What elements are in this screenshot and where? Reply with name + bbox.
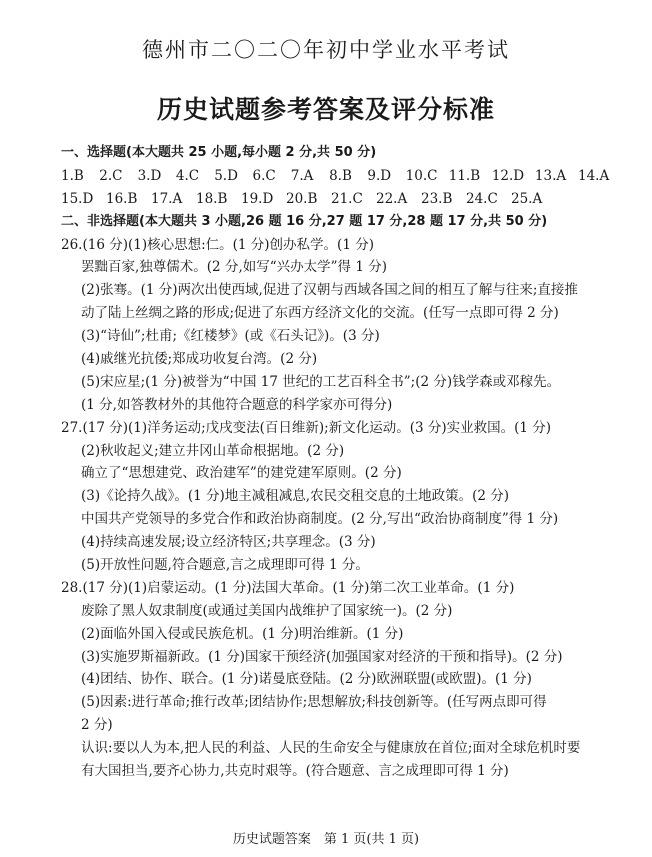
q27-line: 27.(17 分)(1)洋务运动;戊戌变法(百日维新);新文化运动。(3 分)实业救国。(1 分) — [61, 419, 552, 436]
choice-answer: 1.B — [61, 167, 84, 184]
choice-answer: 17.A — [151, 190, 183, 207]
q28-line: (3)实施罗斯福新政。(1 分)国家干预经济(加强国家对经济的干预和指导)。(2 分) — [81, 648, 563, 665]
choice-answer: 3.D — [137, 167, 162, 184]
choice-answer: 21.C — [331, 190, 363, 207]
q28-line: (4)团结、协作、联合。(1 分)诺曼底登陆。(2 分)欧洲联盟(或欧盟)。(1 分) — [81, 671, 532, 688]
choice-answer: 12.D — [491, 167, 525, 184]
choice-answer: 11.B — [448, 167, 481, 184]
choice-answer: 18.B — [196, 190, 228, 207]
choice-answers-row-1 — [61, 165, 621, 188]
q27-line: 确立了“思想建党、政治建军”的建党建军原则。(2 分) — [81, 465, 402, 482]
choice-answer: 20.B — [286, 190, 318, 207]
choice-answer: 15.D — [61, 190, 94, 207]
answer-content — [61, 142, 621, 783]
q28-line: 有大国担当,要齐心协力,共克时艰等。(符合题意、言之成理即可得 1 分) — [81, 763, 509, 780]
q28-line: 废除了黑人奴隶制度(或通过美国内战维护了国家统一)。(2 分) — [81, 602, 453, 619]
choice-answers-row-2 — [61, 188, 621, 211]
choice-answer: 9.D — [367, 167, 392, 184]
q27-line: (4)持续高速发展;设立经济特区;共享理念。(3 分) — [81, 534, 376, 551]
choice-answer: 23.B — [421, 190, 453, 207]
q26-line: (5)宋应星;(1 分)被誉为“中国 17 世纪的工艺百科全书”;(2 分)钱学森或邓稼先。 — [81, 373, 561, 390]
q26-line: (3)“诗仙”;杜甫;《红楼梦》(或《石头记》)。(3 分) — [81, 328, 380, 345]
q28-line: 认识:要以人为本,把人民的利益、人民的生命安全与健康放在首位;面对全球危机时要 — [81, 740, 581, 757]
choice-answer: 8.B — [329, 167, 352, 184]
section-heading-nonchoice: 二、非选择题(本大题共 3 小题,26 题 16 分,27 题 17 分,28 题 17 分,共 50 分) — [61, 213, 548, 229]
choice-answer: 25.A — [511, 190, 543, 207]
q27-line: 中国共产党领导的多党合作和政治协商制度。(2 分,写出“政治协商制度”得 1 分) — [81, 511, 559, 528]
q26-line: (4)戚继光抗倭;郑成功收复台湾。(2 分) — [81, 351, 318, 368]
choice-answer: 2.C — [99, 167, 123, 184]
document-title: 历史试题参考答案及评分标准 — [156, 95, 495, 124]
q26-line: 罢黜百家,独尊儒术。(2 分,如写“兴办太学”得 1 分) — [81, 259, 387, 276]
q26-line: (1 分,如答教材外的其他符合题意的科学家亦可得分) — [81, 396, 393, 413]
q26-line: 动了陆上丝绸之路的形成;促进了东西方经济文化的交流。(任写一点即可得 2 分) — [81, 305, 559, 322]
choice-answer: 5.D — [214, 167, 238, 184]
q27-line: (3)《论持久战》。(1 分)地主减租减息,农民交租交息的土地政策。(2 分) — [81, 488, 509, 505]
choice-answer: 7.A — [290, 167, 314, 184]
choice-answer: 16.B — [106, 190, 138, 207]
q26-line: 26.(16 分)(1)核心思想:仁。(1 分)创办私学。(1 分) — [61, 236, 374, 253]
choice-answer: 19.D — [241, 190, 274, 207]
choice-answer: 22.A — [376, 190, 408, 207]
q28-line: 2 分) — [81, 717, 113, 734]
q28-line: (5)因素:进行革命;推行改革;团结协作;思想解放;科技创新等。(任写两点即可得 — [81, 694, 547, 711]
q27-line: (2)秋收起义;建立井冈山革命根据地。(2 分) — [81, 442, 345, 459]
choice-answer: 4.C — [175, 167, 200, 184]
choice-answer: 24.C — [466, 190, 498, 207]
exam-header: 德州市二〇二〇年初中学业水平考试 — [142, 38, 510, 62]
q26-line: (2)张骞。(1 分)两次出使西域,促进了汉朝与西域各国之间的相互了解与往来;直接推 — [81, 282, 578, 299]
q28-line: (2)面临外国入侵或民族危机。(1 分)明治维新。(1 分) — [81, 625, 404, 642]
choice-answer: 13.A — [534, 167, 567, 184]
q28-line: 28.(17 分)(1)启蒙运动。(1 分)法国大革命。(1 分)第二次工业革命。(1 分) — [61, 579, 515, 596]
section-heading-choice: 一、选择题(本大题共 25 小题,每小题 2 分,共 50 分) — [61, 145, 377, 160]
choice-answer: 10.C — [405, 167, 438, 184]
q27-line: (5)开放性问题,符合题意,言之成理即可得 1 分。 — [81, 557, 369, 574]
choice-answer: 14.A — [577, 167, 610, 184]
page-footer: 历史试题答案 第 1 页(共 1 页) — [232, 832, 420, 847]
choice-answer: 6.C — [252, 167, 276, 184]
